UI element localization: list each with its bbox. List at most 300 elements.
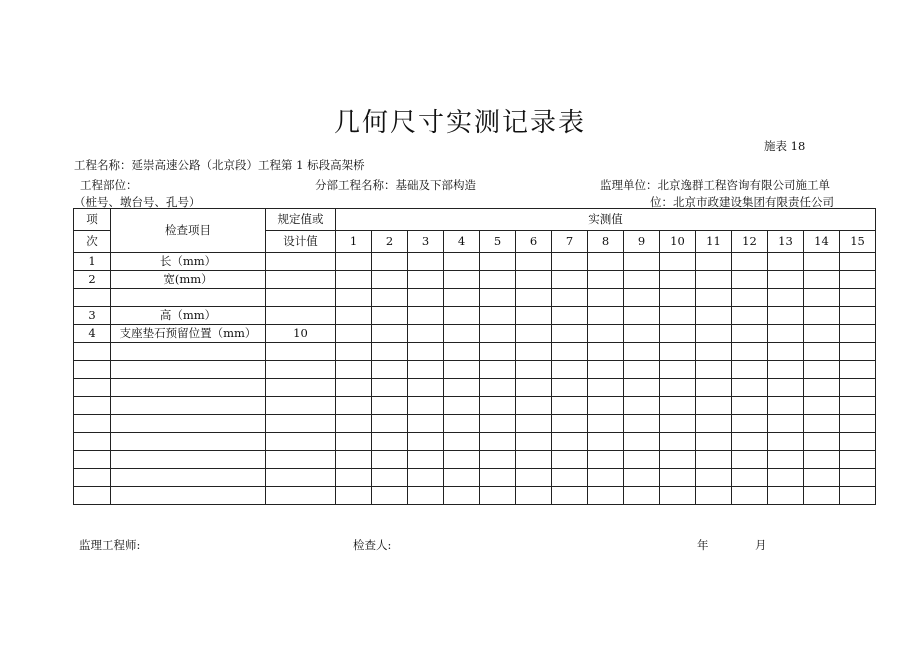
measure-cell <box>480 271 516 289</box>
measure-cell <box>768 397 804 415</box>
measure-cell <box>660 289 696 307</box>
measure-cell <box>840 397 876 415</box>
measure-cell <box>480 253 516 271</box>
measure-cell <box>840 307 876 325</box>
measure-column-header: 7 <box>552 231 588 253</box>
row-check-item <box>111 361 266 379</box>
measure-cell <box>516 271 552 289</box>
table-row <box>74 289 876 307</box>
measure-cell <box>696 253 732 271</box>
table-row <box>74 343 876 361</box>
measure-cell <box>624 253 660 271</box>
table-row <box>74 379 876 397</box>
measure-cell <box>372 469 408 487</box>
measure-cell <box>660 343 696 361</box>
measure-cell <box>732 451 768 469</box>
header-item-no-top: 项 <box>74 209 111 231</box>
row-spec-value <box>266 361 336 379</box>
row-check-item <box>111 415 266 433</box>
measure-cell <box>624 415 660 433</box>
measure-cell <box>408 451 444 469</box>
measure-cell <box>336 469 372 487</box>
measure-cell <box>372 379 408 397</box>
measure-cell <box>624 487 660 505</box>
measure-cell <box>480 307 516 325</box>
measure-cell <box>660 307 696 325</box>
measure-cell <box>552 379 588 397</box>
row-spec-value <box>266 397 336 415</box>
measure-cell <box>696 433 732 451</box>
row-check-item: 支座垫石预留位置（mm） <box>111 325 266 343</box>
measure-cell <box>516 289 552 307</box>
row-check-item <box>111 397 266 415</box>
row-spec-value <box>266 343 336 361</box>
measure-cell <box>516 361 552 379</box>
measure-cell <box>624 469 660 487</box>
header-measured: 实测值 <box>336 209 876 231</box>
measure-cell <box>804 361 840 379</box>
measure-cell <box>732 397 768 415</box>
measure-cell <box>768 325 804 343</box>
measure-cell <box>624 361 660 379</box>
page-title: 几何尺寸实测记录表 <box>333 108 586 138</box>
measure-cell <box>444 469 480 487</box>
measure-cell <box>660 379 696 397</box>
measure-cell <box>804 451 840 469</box>
measure-cell <box>372 307 408 325</box>
measure-cell <box>480 451 516 469</box>
measure-cell <box>768 289 804 307</box>
measure-cell <box>372 397 408 415</box>
measure-cell <box>732 361 768 379</box>
measure-cell <box>372 325 408 343</box>
row-number <box>74 451 111 469</box>
table-row <box>74 271 876 289</box>
measure-cell <box>408 487 444 505</box>
measure-cell <box>732 469 768 487</box>
row-check-item <box>111 343 266 361</box>
measure-cell <box>408 253 444 271</box>
measure-cell <box>552 433 588 451</box>
measure-cell <box>372 487 408 505</box>
measure-cell <box>480 487 516 505</box>
measure-cell <box>696 325 732 343</box>
row-spec-value <box>266 487 336 505</box>
table-row <box>74 415 876 433</box>
measure-cell <box>336 361 372 379</box>
measure-cell <box>336 415 372 433</box>
measure-cell <box>516 433 552 451</box>
measure-cell <box>552 451 588 469</box>
measure-cell <box>336 451 372 469</box>
measure-cell <box>408 307 444 325</box>
measure-cell <box>588 253 624 271</box>
row-number <box>74 379 111 397</box>
row-spec-value <box>266 415 336 433</box>
measure-cell <box>624 451 660 469</box>
header-row-top <box>74 209 876 231</box>
row-spec-value <box>266 379 336 397</box>
measure-cell <box>444 433 480 451</box>
measure-cell <box>696 451 732 469</box>
measure-cell <box>696 487 732 505</box>
measure-cell <box>444 361 480 379</box>
row-spec-value <box>266 253 336 271</box>
measure-cell <box>444 271 480 289</box>
measure-cell <box>372 433 408 451</box>
supervisor-engineer-label: 监理工程师: <box>79 538 141 552</box>
measure-cell <box>516 253 552 271</box>
table-row <box>74 307 876 325</box>
measure-column-header: 11 <box>696 231 732 253</box>
measure-column-header: 8 <box>588 231 624 253</box>
measure-cell <box>804 469 840 487</box>
measure-cell <box>444 487 480 505</box>
measure-cell <box>480 469 516 487</box>
measure-cell <box>552 289 588 307</box>
measure-cell <box>732 487 768 505</box>
row-spec-value <box>266 289 336 307</box>
measure-cell <box>732 271 768 289</box>
measure-cell <box>768 487 804 505</box>
measure-cell <box>840 271 876 289</box>
measure-cell <box>408 415 444 433</box>
header-spec-bottom: 设计值 <box>266 231 336 253</box>
measure-cell <box>588 433 624 451</box>
measure-cell <box>840 253 876 271</box>
measure-cell <box>624 433 660 451</box>
measure-cell <box>732 343 768 361</box>
measure-cell <box>804 325 840 343</box>
measure-cell <box>588 451 624 469</box>
measure-cell <box>444 289 480 307</box>
measure-cell <box>732 253 768 271</box>
measure-cell <box>336 397 372 415</box>
row-check-item: 高（mm） <box>111 307 266 325</box>
measure-cell <box>840 343 876 361</box>
measure-cell <box>516 415 552 433</box>
measure-cell <box>696 343 732 361</box>
row-spec-value <box>266 307 336 325</box>
row-check-item <box>111 451 266 469</box>
row-check-item <box>111 289 266 307</box>
row-spec-value <box>266 271 336 289</box>
measure-cell <box>336 289 372 307</box>
measure-cell <box>840 487 876 505</box>
measure-cell <box>840 325 876 343</box>
measure-cell <box>408 325 444 343</box>
measure-column-header: 9 <box>624 231 660 253</box>
measure-cell <box>480 361 516 379</box>
measure-cell <box>732 415 768 433</box>
measure-cell <box>624 289 660 307</box>
measure-cell <box>552 253 588 271</box>
measure-cell <box>624 343 660 361</box>
measure-cell <box>768 415 804 433</box>
measure-cell <box>552 415 588 433</box>
measure-cell <box>804 379 840 397</box>
measure-cell <box>480 379 516 397</box>
measure-cell <box>696 379 732 397</box>
measure-cell <box>552 487 588 505</box>
measure-cell <box>768 451 804 469</box>
measure-cell <box>372 289 408 307</box>
measure-cell <box>588 487 624 505</box>
measure-cell <box>696 361 732 379</box>
measure-cell <box>552 343 588 361</box>
inspector-label: 检查人: <box>353 538 392 552</box>
row-check-item <box>111 433 266 451</box>
measure-cell <box>696 289 732 307</box>
row-number <box>74 469 111 487</box>
project-name: 工程名称：延崇高速公路（北京段）工程第 1 标段高架桥 <box>74 158 365 172</box>
table-row <box>74 469 876 487</box>
row-number <box>74 415 111 433</box>
measure-cell <box>588 415 624 433</box>
measure-cell <box>480 397 516 415</box>
measure-cell <box>372 361 408 379</box>
contractor-unit: 位：北京市政建设集团有限责任公司 <box>650 195 834 209</box>
table-row <box>74 433 876 451</box>
measure-cell <box>480 343 516 361</box>
row-number: 2 <box>74 271 111 289</box>
measure-cell <box>660 325 696 343</box>
row-number: 3 <box>74 307 111 325</box>
measure-cell <box>336 433 372 451</box>
measure-cell <box>516 487 552 505</box>
measure-cell <box>804 343 840 361</box>
measure-cell <box>408 343 444 361</box>
measure-cell <box>660 469 696 487</box>
measure-cell <box>408 379 444 397</box>
measure-cell <box>516 307 552 325</box>
measure-cell <box>624 325 660 343</box>
measure-cell <box>408 271 444 289</box>
measure-cell <box>516 397 552 415</box>
measure-cell <box>768 307 804 325</box>
row-spec-value <box>266 451 336 469</box>
pile-note: （桩号、墩台号、孔号） <box>74 195 201 209</box>
measure-cell <box>768 271 804 289</box>
measure-cell <box>444 397 480 415</box>
measure-cell <box>516 379 552 397</box>
measure-cell <box>480 325 516 343</box>
measurement-table <box>73 208 876 505</box>
measure-cell <box>732 289 768 307</box>
measure-cell <box>480 289 516 307</box>
measure-cell <box>732 379 768 397</box>
measure-cell <box>588 397 624 415</box>
measure-column-header: 1 <box>336 231 372 253</box>
measure-cell <box>444 343 480 361</box>
measure-cell <box>660 397 696 415</box>
measure-cell <box>804 271 840 289</box>
measure-cell <box>588 361 624 379</box>
measure-cell <box>696 307 732 325</box>
measure-cell <box>480 433 516 451</box>
measure-column-header: 4 <box>444 231 480 253</box>
row-number <box>74 343 111 361</box>
table-row <box>74 361 876 379</box>
measure-cell <box>552 271 588 289</box>
measure-cell <box>588 289 624 307</box>
measure-cell <box>660 415 696 433</box>
measure-cell <box>336 325 372 343</box>
measure-column-header: 13 <box>768 231 804 253</box>
measure-cell <box>696 397 732 415</box>
measure-cell <box>624 271 660 289</box>
measure-column-header: 12 <box>732 231 768 253</box>
measure-cell <box>768 379 804 397</box>
table-row <box>74 253 876 271</box>
measure-cell <box>552 469 588 487</box>
measure-column-header: 10 <box>660 231 696 253</box>
measure-cell <box>372 343 408 361</box>
year-label: 年 <box>697 538 709 552</box>
measure-cell <box>408 469 444 487</box>
project-part-label: 工程部位： <box>80 178 138 192</box>
measure-cell <box>516 451 552 469</box>
form-number: 施表 18 <box>764 139 806 153</box>
measure-cell <box>840 469 876 487</box>
measure-cell <box>804 253 840 271</box>
measure-cell <box>840 361 876 379</box>
measure-cell <box>804 307 840 325</box>
header-item-no-bottom: 次 <box>74 231 111 253</box>
measure-cell <box>588 325 624 343</box>
measure-cell <box>660 451 696 469</box>
measure-cell <box>804 487 840 505</box>
measure-cell <box>768 361 804 379</box>
measure-column-header: 14 <box>804 231 840 253</box>
measure-cell <box>336 379 372 397</box>
measure-cell <box>516 325 552 343</box>
measure-cell <box>840 379 876 397</box>
measure-cell <box>516 343 552 361</box>
measure-cell <box>444 253 480 271</box>
measure-cell <box>372 451 408 469</box>
row-check-item: 长（mm） <box>111 253 266 271</box>
measure-cell <box>840 415 876 433</box>
measure-cell <box>516 469 552 487</box>
measure-cell <box>732 307 768 325</box>
measure-cell <box>804 289 840 307</box>
measure-cell <box>444 307 480 325</box>
measure-column-header: 6 <box>516 231 552 253</box>
row-number <box>74 433 111 451</box>
measure-cell <box>336 271 372 289</box>
measure-cell <box>804 415 840 433</box>
measure-cell <box>660 361 696 379</box>
row-number <box>74 289 111 307</box>
table-row <box>74 397 876 415</box>
measure-cell <box>732 433 768 451</box>
measure-cell <box>408 433 444 451</box>
measure-cell <box>336 487 372 505</box>
measure-cell <box>372 415 408 433</box>
header-spec-top: 规定值或 <box>266 209 336 231</box>
row-spec-value <box>266 469 336 487</box>
supervisor-unit: 监理单位：北京逸群工程咨询有限公司施工单 <box>600 178 830 192</box>
measure-cell <box>696 271 732 289</box>
header-check-item: 检查项目 <box>111 209 266 253</box>
measure-cell <box>372 253 408 271</box>
row-spec-value: 10 <box>266 325 336 343</box>
measure-cell <box>660 487 696 505</box>
measure-cell <box>444 451 480 469</box>
row-check-item <box>111 469 266 487</box>
row-number <box>74 397 111 415</box>
measure-cell <box>588 343 624 361</box>
row-number: 4 <box>74 325 111 343</box>
measure-cell <box>624 379 660 397</box>
measure-cell <box>336 343 372 361</box>
measure-cell <box>660 433 696 451</box>
measure-cell <box>408 361 444 379</box>
measure-column-header: 3 <box>408 231 444 253</box>
measure-cell <box>624 397 660 415</box>
measure-cell <box>696 469 732 487</box>
measure-cell <box>732 325 768 343</box>
measure-cell <box>660 271 696 289</box>
measure-cell <box>840 451 876 469</box>
measure-cell <box>336 253 372 271</box>
measure-cell <box>552 325 588 343</box>
measure-cell <box>552 397 588 415</box>
row-number <box>74 361 111 379</box>
measure-cell <box>588 469 624 487</box>
row-spec-value <box>266 433 336 451</box>
row-number <box>74 487 111 505</box>
measure-cell <box>372 271 408 289</box>
measure-cell <box>588 307 624 325</box>
measure-cell <box>444 379 480 397</box>
month-label: 月 <box>755 538 767 552</box>
measure-cell <box>840 289 876 307</box>
measure-cell <box>408 397 444 415</box>
measure-cell <box>552 361 588 379</box>
measure-cell <box>768 343 804 361</box>
measure-cell <box>804 433 840 451</box>
row-check-item <box>111 379 266 397</box>
table-row <box>74 325 876 343</box>
measure-cell <box>336 307 372 325</box>
row-check-item <box>111 487 266 505</box>
measure-cell <box>696 415 732 433</box>
measure-cell <box>768 253 804 271</box>
measure-cell <box>444 415 480 433</box>
measure-cell <box>552 307 588 325</box>
measure-cell <box>624 307 660 325</box>
measure-column-header: 15 <box>840 231 876 253</box>
measure-column-header: 5 <box>480 231 516 253</box>
row-check-item: 宽(mm） <box>111 271 266 289</box>
table-row <box>74 451 876 469</box>
measure-cell <box>768 469 804 487</box>
measure-cell <box>804 397 840 415</box>
sub-project-name: 分部工程名称：基础及下部构造 <box>315 178 476 192</box>
measure-cell <box>588 379 624 397</box>
measure-cell <box>768 433 804 451</box>
measure-cell <box>840 433 876 451</box>
measure-cell <box>588 271 624 289</box>
table-row <box>74 487 876 505</box>
measure-cell <box>660 253 696 271</box>
measure-cell <box>408 289 444 307</box>
measure-cell <box>480 415 516 433</box>
measure-cell <box>444 325 480 343</box>
measure-column-header: 2 <box>372 231 408 253</box>
